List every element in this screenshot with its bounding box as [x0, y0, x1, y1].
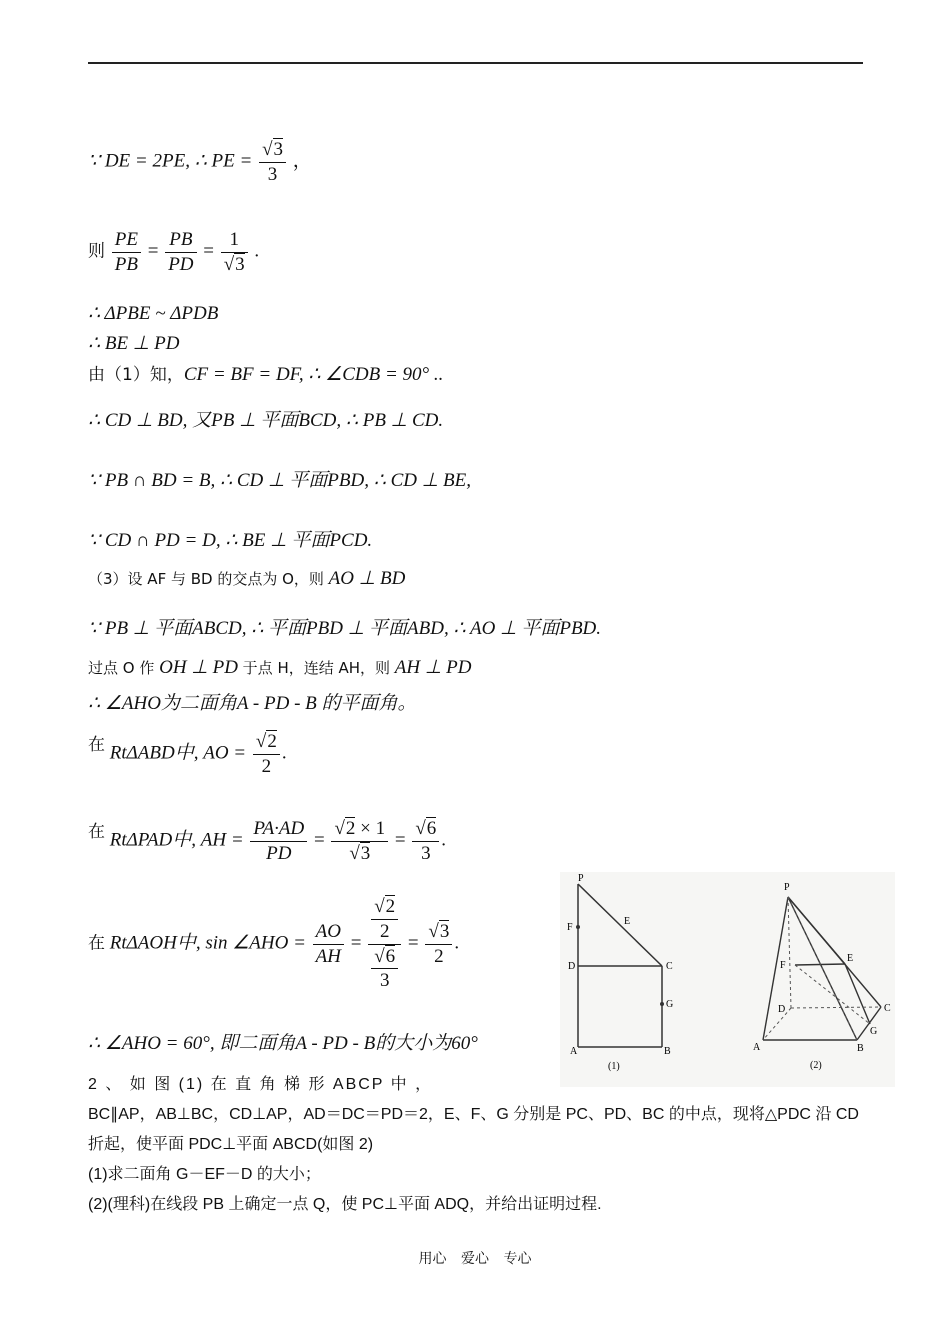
- page-footer: 用心 爱心 专心: [418, 1251, 532, 1267]
- fig1-label-b: B: [664, 1046, 671, 1057]
- fig1-caption: (1): [608, 1061, 620, 1072]
- geometry-figures: [560, 872, 895, 1087]
- eq-pe: ∵ DE = 2PE, ∴ PE = $\frac{√3}{3}$ ，: [88, 139, 312, 185]
- problem2-line3: 折起，使平面 PDC⊥平面 ABCD(如图 2): [88, 1136, 374, 1153]
- fig2-label-b: B: [857, 1043, 864, 1054]
- eq-ao-value: 在 RtΔABD中, AO = $\frac{√2}{2}$ .: [88, 731, 287, 777]
- fig2-label-d: D: [778, 1004, 786, 1015]
- plane-angle: ∴ ∠AHO为二面角A - PD - B 的平面角。: [88, 693, 417, 714]
- eq-ratio: 则 $\frac{PE}{PB}$ = $\frac{PB}{PD}$ = $\frac{1}{√3}$ .: [88, 229, 260, 275]
- fig2-label-c: C: [884, 1003, 891, 1014]
- fig2-label-a: A: [753, 1042, 761, 1053]
- conclusion-60: ∴ ∠AHO = 60°, 即二面角A - PD - B的大小为60°: [88, 1033, 478, 1054]
- eq-be-perp-pd: ∴ BE ⊥ PD: [88, 333, 180, 354]
- eq-ao-perp-pbd: ∵ PB ⊥ 平面ABCD, ∴ 平面PBD ⊥ 平面ABD, ∴ AO ⊥ 平面PBD.: [88, 618, 602, 639]
- fig1-label-f: F: [567, 922, 573, 933]
- fig1-label-e: E: [624, 916, 631, 927]
- eq-sin-aho: 在 RtΔAOH中, sin ∠AHO = $\frac{AO}{AH}$ = $\frac{\frac{√2}{2}}{\frac{√6}{3}}$ = $\frac{√3}{2}$ .: [88, 896, 460, 992]
- fig1-label-d: D: [568, 961, 576, 972]
- eq-be-perp-pcd: ∵ CD ∩ PD = D, ∴ BE ⊥ 平面PCD.: [88, 530, 373, 551]
- header-rule: [88, 62, 863, 64]
- construct-oh: 过点 O 作 OH ⊥ PD 于点 H，连结 AH，则 AH ⊥ PD: [88, 657, 472, 678]
- eq-ah-value: 在 RtΔPAD中, AH = $\frac{PA\cdot AD}{PD}$ = $\frac{√2 \times 1}{√3}$ = $\frac{√6}{3}$ .: [88, 818, 447, 864]
- fig2-label-p: P: [784, 882, 790, 893]
- eq-pb-perp-cd: ∴ CD ⊥ BD, 又PB ⊥ 平面BCD, ∴ PB ⊥ CD.: [88, 410, 444, 431]
- fig2-caption: (2): [810, 1060, 822, 1071]
- fig2-label-e: E: [847, 953, 854, 964]
- fig2-label-g: G: [870, 1026, 878, 1037]
- fig1-label-a: A: [570, 1046, 578, 1057]
- fig1-label-g: G: [666, 999, 674, 1010]
- problem2-line2: BC∥AP，AB⊥BC，CD⊥AP，AD＝DC＝PD＝2，E、F、G 分别是 PC、PD、BC 的中点，现将△PDC 沿 CD: [88, 1106, 859, 1123]
- eq-cdb-90: 由（1）知，CF = BF = DF, ∴ ∠CDB = 90° ..: [88, 364, 444, 385]
- fig1-label-c: C: [666, 961, 673, 972]
- problem2-q1: (1)求二面角 G－EF－D 的大小；: [88, 1166, 321, 1183]
- fig2-label-f: F: [780, 960, 786, 971]
- part3-intro: （3）设 AF 与 BD 的交点为 O，则 AO ⊥ BD: [88, 568, 406, 589]
- problem2-line1: 2 、 如 图 (1) 在 直 角 梯 形 ABCP 中 ，: [88, 1076, 434, 1093]
- problem2-q2: (2)(理科)在线段 PB 上确定一点 Q，使 PC⊥平面 ADQ，并给出证明过程.: [88, 1196, 602, 1213]
- eq-similar: ∴ ΔPBE ~ ΔPDB: [88, 303, 219, 324]
- eq-cd-perp-be: ∵ PB ∩ BD = B, ∴ CD ⊥ 平面PBD, ∴ CD ⊥ BE,: [88, 470, 471, 491]
- fig1-label-p: P: [578, 873, 584, 884]
